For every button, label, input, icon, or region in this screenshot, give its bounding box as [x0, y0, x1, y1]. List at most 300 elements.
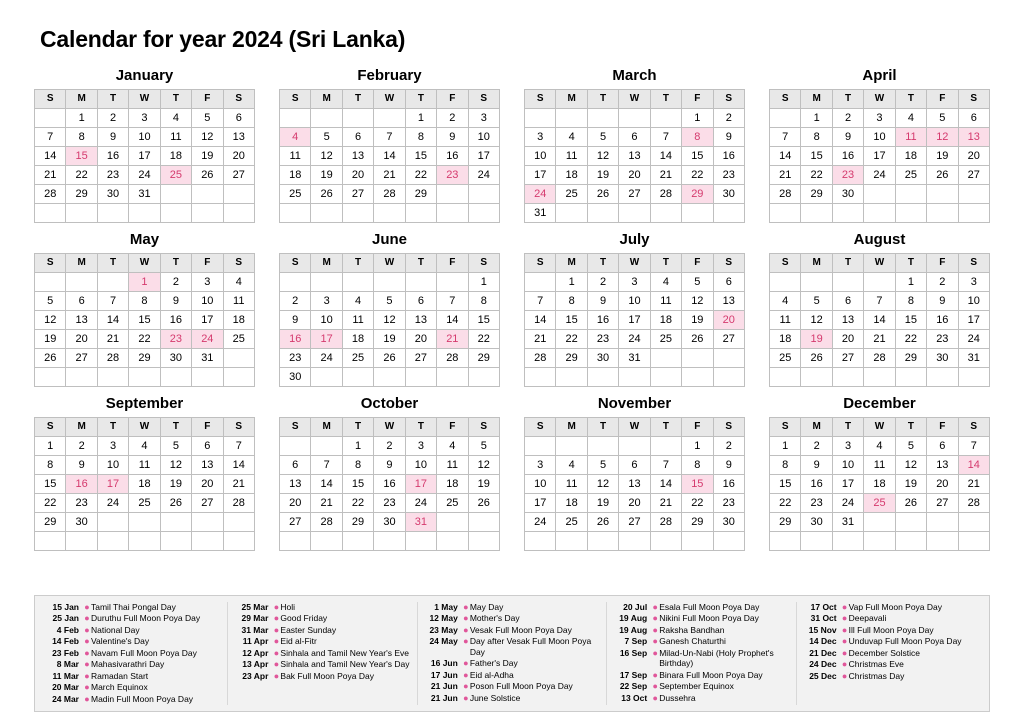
day-cell[interactable]: 11 [864, 456, 895, 475]
day-cell[interactable]: 12 [160, 456, 191, 475]
day-cell[interactable]: 25 [280, 185, 311, 204]
day-cell[interactable]: 4 [129, 437, 160, 456]
day-cell[interactable]: 5 [35, 292, 66, 311]
day-cell[interactable]: 30 [587, 349, 618, 368]
day-cell[interactable]: 27 [280, 513, 311, 532]
day-cell[interactable]: 2 [832, 109, 863, 128]
day-cell[interactable]: 14 [97, 311, 128, 330]
day-cell[interactable]: 28 [770, 185, 801, 204]
day-cell[interactable]: 19 [311, 166, 342, 185]
day-cell[interactable]: 28 [864, 349, 895, 368]
day-cell[interactable]: 19 [927, 147, 958, 166]
day-cell[interactable]: 15 [801, 147, 832, 166]
day-cell[interactable]: 15 [468, 311, 499, 330]
day-cell[interactable]: 12 [895, 456, 926, 475]
day-cell[interactable]: 17 [129, 147, 160, 166]
day-cell[interactable]: 6 [223, 109, 254, 128]
day-cell[interactable]: 3 [525, 128, 556, 147]
day-cell[interactable]: 7 [374, 128, 405, 147]
day-cell[interactable]: 25 [129, 494, 160, 513]
day-cell[interactable]: 17 [619, 311, 650, 330]
day-cell[interactable]: 23 [713, 494, 744, 513]
day-cell[interactable]: 12 [682, 292, 713, 311]
day-cell[interactable]: 20 [619, 494, 650, 513]
day-cell[interactable]: 6 [342, 128, 373, 147]
day-cell[interactable]: 23 [374, 494, 405, 513]
day-cell[interactable]: 8 [895, 292, 926, 311]
day-cell[interactable]: 21 [35, 166, 66, 185]
day-cell[interactable]: 29 [342, 513, 373, 532]
day-cell[interactable]: 18 [556, 494, 587, 513]
day-cell[interactable]: 11 [280, 147, 311, 166]
day-cell[interactable]: 17 [192, 311, 223, 330]
holiday-day-cell[interactable]: 15 [682, 475, 713, 494]
day-cell[interactable]: 7 [864, 292, 895, 311]
day-cell[interactable]: 30 [280, 368, 311, 387]
day-cell[interactable]: 19 [468, 475, 499, 494]
day-cell[interactable]: 13 [66, 311, 97, 330]
day-cell[interactable]: 10 [405, 456, 436, 475]
day-cell[interactable]: 9 [927, 292, 958, 311]
day-cell[interactable]: 25 [556, 185, 587, 204]
day-cell[interactable]: 14 [223, 456, 254, 475]
day-cell[interactable]: 20 [280, 494, 311, 513]
day-cell[interactable]: 5 [192, 109, 223, 128]
day-cell[interactable]: 4 [342, 292, 373, 311]
day-cell[interactable]: 27 [619, 185, 650, 204]
day-cell[interactable]: 12 [311, 147, 342, 166]
day-cell[interactable]: 20 [405, 330, 436, 349]
day-cell[interactable]: 10 [97, 456, 128, 475]
day-cell[interactable]: 1 [556, 273, 587, 292]
holiday-day-cell[interactable]: 23 [437, 166, 468, 185]
day-cell[interactable]: 10 [468, 128, 499, 147]
day-cell[interactable]: 4 [556, 128, 587, 147]
day-cell[interactable]: 27 [223, 166, 254, 185]
day-cell[interactable]: 3 [192, 273, 223, 292]
day-cell[interactable]: 6 [280, 456, 311, 475]
day-cell[interactable]: 26 [35, 349, 66, 368]
day-cell[interactable]: 18 [129, 475, 160, 494]
day-cell[interactable]: 13 [927, 456, 958, 475]
day-cell[interactable]: 18 [650, 311, 681, 330]
day-cell[interactable]: 17 [958, 311, 989, 330]
holiday-day-cell[interactable]: 15 [66, 147, 97, 166]
day-cell[interactable]: 7 [311, 456, 342, 475]
day-cell[interactable]: 19 [192, 147, 223, 166]
day-cell[interactable]: 2 [713, 437, 744, 456]
day-cell[interactable]: 12 [35, 311, 66, 330]
day-cell[interactable]: 16 [713, 475, 744, 494]
day-cell[interactable]: 3 [864, 109, 895, 128]
day-cell[interactable]: 9 [832, 128, 863, 147]
day-cell[interactable]: 1 [682, 109, 713, 128]
day-cell[interactable]: 1 [895, 273, 926, 292]
day-cell[interactable]: 13 [832, 311, 863, 330]
day-cell[interactable]: 27 [832, 349, 863, 368]
day-cell[interactable]: 26 [374, 349, 405, 368]
day-cell[interactable]: 31 [525, 204, 556, 223]
day-cell[interactable]: 24 [97, 494, 128, 513]
day-cell[interactable]: 8 [66, 128, 97, 147]
day-cell[interactable]: 7 [437, 292, 468, 311]
day-cell[interactable]: 20 [619, 166, 650, 185]
holiday-day-cell[interactable]: 17 [311, 330, 342, 349]
day-cell[interactable]: 31 [192, 349, 223, 368]
day-cell[interactable]: 28 [311, 513, 342, 532]
day-cell[interactable]: 23 [280, 349, 311, 368]
day-cell[interactable]: 12 [192, 128, 223, 147]
day-cell[interactable]: 26 [895, 494, 926, 513]
day-cell[interactable]: 25 [770, 349, 801, 368]
day-cell[interactable]: 30 [927, 349, 958, 368]
day-cell[interactable]: 28 [35, 185, 66, 204]
holiday-day-cell[interactable]: 29 [682, 185, 713, 204]
day-cell[interactable]: 21 [374, 166, 405, 185]
day-cell[interactable]: 2 [801, 437, 832, 456]
day-cell[interactable]: 12 [587, 147, 618, 166]
day-cell[interactable]: 23 [927, 330, 958, 349]
day-cell[interactable]: 28 [650, 513, 681, 532]
day-cell[interactable]: 5 [927, 109, 958, 128]
day-cell[interactable]: 16 [713, 147, 744, 166]
day-cell[interactable]: 8 [342, 456, 373, 475]
day-cell[interactable]: 14 [525, 311, 556, 330]
day-cell[interactable]: 28 [525, 349, 556, 368]
day-cell[interactable]: 9 [587, 292, 618, 311]
day-cell[interactable]: 17 [525, 166, 556, 185]
day-cell[interactable]: 1 [405, 109, 436, 128]
day-cell[interactable]: 12 [374, 311, 405, 330]
day-cell[interactable]: 26 [927, 166, 958, 185]
holiday-day-cell[interactable]: 14 [958, 456, 989, 475]
day-cell[interactable]: 8 [801, 128, 832, 147]
day-cell[interactable]: 29 [895, 349, 926, 368]
day-cell[interactable]: 6 [927, 437, 958, 456]
day-cell[interactable]: 22 [556, 330, 587, 349]
day-cell[interactable]: 5 [311, 128, 342, 147]
day-cell[interactable]: 29 [801, 185, 832, 204]
day-cell[interactable]: 1 [66, 109, 97, 128]
holiday-day-cell[interactable]: 20 [713, 311, 744, 330]
day-cell[interactable]: 22 [405, 166, 436, 185]
day-cell[interactable]: 11 [770, 311, 801, 330]
day-cell[interactable]: 4 [650, 273, 681, 292]
day-cell[interactable]: 10 [525, 147, 556, 166]
day-cell[interactable]: 21 [650, 494, 681, 513]
day-cell[interactable]: 7 [35, 128, 66, 147]
day-cell[interactable]: 29 [405, 185, 436, 204]
day-cell[interactable]: 20 [832, 330, 863, 349]
day-cell[interactable]: 13 [280, 475, 311, 494]
day-cell[interactable]: 24 [311, 349, 342, 368]
holiday-day-cell[interactable]: 23 [160, 330, 191, 349]
day-cell[interactable]: 16 [374, 475, 405, 494]
day-cell[interactable]: 11 [223, 292, 254, 311]
day-cell[interactable]: 10 [832, 456, 863, 475]
day-cell[interactable]: 3 [958, 273, 989, 292]
day-cell[interactable]: 2 [160, 273, 191, 292]
day-cell[interactable]: 26 [311, 185, 342, 204]
day-cell[interactable]: 8 [770, 456, 801, 475]
day-cell[interactable]: 24 [468, 166, 499, 185]
day-cell[interactable]: 13 [713, 292, 744, 311]
day-cell[interactable]: 29 [129, 349, 160, 368]
day-cell[interactable]: 2 [713, 109, 744, 128]
day-cell[interactable]: 18 [895, 147, 926, 166]
day-cell[interactable]: 21 [958, 475, 989, 494]
day-cell[interactable]: 11 [342, 311, 373, 330]
day-cell[interactable]: 22 [468, 330, 499, 349]
day-cell[interactable]: 25 [437, 494, 468, 513]
day-cell[interactable]: 30 [66, 513, 97, 532]
day-cell[interactable]: 5 [682, 273, 713, 292]
day-cell[interactable]: 19 [35, 330, 66, 349]
day-cell[interactable]: 15 [556, 311, 587, 330]
day-cell[interactable]: 29 [66, 185, 97, 204]
holiday-day-cell[interactable]: 25 [864, 494, 895, 513]
day-cell[interactable]: 7 [223, 437, 254, 456]
day-cell[interactable]: 22 [129, 330, 160, 349]
day-cell[interactable]: 15 [129, 311, 160, 330]
day-cell[interactable]: 9 [713, 128, 744, 147]
day-cell[interactable]: 11 [650, 292, 681, 311]
holiday-day-cell[interactable]: 8 [682, 128, 713, 147]
day-cell[interactable]: 22 [66, 166, 97, 185]
day-cell[interactable]: 24 [864, 166, 895, 185]
day-cell[interactable]: 12 [801, 311, 832, 330]
day-cell[interactable]: 7 [525, 292, 556, 311]
day-cell[interactable]: 24 [525, 513, 556, 532]
day-cell[interactable]: 27 [192, 494, 223, 513]
day-cell[interactable]: 14 [650, 147, 681, 166]
day-cell[interactable]: 22 [682, 166, 713, 185]
day-cell[interactable]: 5 [801, 292, 832, 311]
day-cell[interactable]: 25 [223, 330, 254, 349]
day-cell[interactable]: 23 [801, 494, 832, 513]
day-cell[interactable]: 21 [770, 166, 801, 185]
day-cell[interactable]: 29 [556, 349, 587, 368]
day-cell[interactable]: 24 [129, 166, 160, 185]
day-cell[interactable]: 28 [223, 494, 254, 513]
day-cell[interactable]: 13 [192, 456, 223, 475]
day-cell[interactable]: 18 [280, 166, 311, 185]
day-cell[interactable]: 20 [66, 330, 97, 349]
day-cell[interactable]: 9 [97, 128, 128, 147]
day-cell[interactable]: 6 [619, 128, 650, 147]
day-cell[interactable]: 16 [832, 147, 863, 166]
day-cell[interactable]: 7 [958, 437, 989, 456]
day-cell[interactable]: 29 [35, 513, 66, 532]
day-cell[interactable]: 10 [619, 292, 650, 311]
day-cell[interactable]: 1 [468, 273, 499, 292]
day-cell[interactable]: 14 [770, 147, 801, 166]
day-cell[interactable]: 30 [713, 513, 744, 532]
day-cell[interactable]: 14 [437, 311, 468, 330]
day-cell[interactable]: 21 [525, 330, 556, 349]
day-cell[interactable]: 16 [437, 147, 468, 166]
day-cell[interactable]: 10 [525, 475, 556, 494]
day-cell[interactable]: 18 [437, 475, 468, 494]
day-cell[interactable]: 9 [66, 456, 97, 475]
day-cell[interactable]: 1 [35, 437, 66, 456]
day-cell[interactable]: 12 [587, 475, 618, 494]
day-cell[interactable]: 10 [864, 128, 895, 147]
day-cell[interactable]: 19 [587, 494, 618, 513]
holiday-day-cell[interactable]: 24 [192, 330, 223, 349]
day-cell[interactable]: 2 [97, 109, 128, 128]
day-cell[interactable]: 2 [280, 292, 311, 311]
day-cell[interactable]: 10 [958, 292, 989, 311]
day-cell[interactable]: 7 [97, 292, 128, 311]
day-cell[interactable]: 4 [864, 437, 895, 456]
day-cell[interactable]: 15 [895, 311, 926, 330]
day-cell[interactable]: 28 [958, 494, 989, 513]
day-cell[interactable]: 7 [770, 128, 801, 147]
day-cell[interactable]: 19 [895, 475, 926, 494]
day-cell[interactable]: 6 [713, 273, 744, 292]
day-cell[interactable]: 18 [223, 311, 254, 330]
day-cell[interactable]: 30 [160, 349, 191, 368]
day-cell[interactable]: 17 [525, 494, 556, 513]
day-cell[interactable]: 3 [619, 273, 650, 292]
day-cell[interactable]: 22 [342, 494, 373, 513]
day-cell[interactable]: 4 [895, 109, 926, 128]
day-cell[interactable]: 26 [468, 494, 499, 513]
day-cell[interactable]: 20 [192, 475, 223, 494]
day-cell[interactable]: 28 [650, 185, 681, 204]
day-cell[interactable]: 14 [650, 475, 681, 494]
day-cell[interactable]: 5 [587, 456, 618, 475]
day-cell[interactable]: 9 [374, 456, 405, 475]
day-cell[interactable]: 5 [895, 437, 926, 456]
day-cell[interactable]: 27 [927, 494, 958, 513]
day-cell[interactable]: 10 [192, 292, 223, 311]
day-cell[interactable]: 5 [587, 128, 618, 147]
day-cell[interactable]: 24 [958, 330, 989, 349]
day-cell[interactable]: 6 [192, 437, 223, 456]
day-cell[interactable]: 3 [97, 437, 128, 456]
day-cell[interactable]: 14 [864, 311, 895, 330]
day-cell[interactable]: 9 [280, 311, 311, 330]
holiday-day-cell[interactable]: 17 [405, 475, 436, 494]
day-cell[interactable]: 19 [374, 330, 405, 349]
day-cell[interactable]: 4 [223, 273, 254, 292]
holiday-day-cell[interactable]: 11 [895, 128, 926, 147]
day-cell[interactable]: 30 [713, 185, 744, 204]
day-cell[interactable]: 26 [160, 494, 191, 513]
day-cell[interactable]: 3 [468, 109, 499, 128]
day-cell[interactable]: 8 [682, 456, 713, 475]
day-cell[interactable]: 2 [587, 273, 618, 292]
day-cell[interactable]: 23 [713, 166, 744, 185]
day-cell[interactable]: 22 [770, 494, 801, 513]
day-cell[interactable]: 7 [650, 456, 681, 475]
day-cell[interactable]: 11 [437, 456, 468, 475]
day-cell[interactable]: 13 [223, 128, 254, 147]
day-cell[interactable]: 11 [129, 456, 160, 475]
day-cell[interactable]: 19 [587, 166, 618, 185]
day-cell[interactable]: 22 [35, 494, 66, 513]
day-cell[interactable]: 23 [587, 330, 618, 349]
day-cell[interactable]: 4 [556, 456, 587, 475]
day-cell[interactable]: 28 [97, 349, 128, 368]
day-cell[interactable]: 18 [864, 475, 895, 494]
day-cell[interactable]: 4 [770, 292, 801, 311]
day-cell[interactable]: 9 [437, 128, 468, 147]
day-cell[interactable]: 22 [895, 330, 926, 349]
day-cell[interactable]: 12 [468, 456, 499, 475]
day-cell[interactable]: 1 [682, 437, 713, 456]
day-cell[interactable]: 8 [35, 456, 66, 475]
day-cell[interactable]: 11 [556, 147, 587, 166]
holiday-day-cell[interactable]: 1 [129, 273, 160, 292]
day-cell[interactable]: 20 [223, 147, 254, 166]
day-cell[interactable]: 5 [374, 292, 405, 311]
day-cell[interactable]: 2 [927, 273, 958, 292]
day-cell[interactable]: 25 [556, 513, 587, 532]
day-cell[interactable]: 6 [619, 456, 650, 475]
holiday-day-cell[interactable]: 19 [801, 330, 832, 349]
day-cell[interactable]: 3 [525, 456, 556, 475]
day-cell[interactable]: 31 [129, 185, 160, 204]
day-cell[interactable]: 21 [311, 494, 342, 513]
day-cell[interactable]: 25 [895, 166, 926, 185]
day-cell[interactable]: 28 [437, 349, 468, 368]
day-cell[interactable]: 9 [160, 292, 191, 311]
day-cell[interactable]: 23 [97, 166, 128, 185]
day-cell[interactable]: 20 [342, 166, 373, 185]
day-cell[interactable]: 13 [619, 147, 650, 166]
day-cell[interactable]: 30 [801, 513, 832, 532]
day-cell[interactable]: 20 [958, 147, 989, 166]
day-cell[interactable]: 8 [468, 292, 499, 311]
holiday-day-cell[interactable]: 4 [280, 128, 311, 147]
day-cell[interactable]: 21 [97, 330, 128, 349]
day-cell[interactable]: 4 [437, 437, 468, 456]
holiday-day-cell[interactable]: 25 [160, 166, 191, 185]
day-cell[interactable]: 3 [311, 292, 342, 311]
day-cell[interactable]: 15 [35, 475, 66, 494]
day-cell[interactable]: 26 [587, 513, 618, 532]
day-cell[interactable]: 17 [864, 147, 895, 166]
day-cell[interactable]: 18 [160, 147, 191, 166]
day-cell[interactable]: 27 [958, 166, 989, 185]
day-cell[interactable]: 17 [832, 475, 863, 494]
day-cell[interactable]: 14 [311, 475, 342, 494]
day-cell[interactable]: 26 [801, 349, 832, 368]
day-cell[interactable]: 6 [405, 292, 436, 311]
day-cell[interactable]: 19 [682, 311, 713, 330]
day-cell[interactable]: 10 [311, 311, 342, 330]
day-cell[interactable]: 3 [129, 109, 160, 128]
holiday-day-cell[interactable]: 12 [927, 128, 958, 147]
day-cell[interactable]: 27 [66, 349, 97, 368]
day-cell[interactable]: 6 [832, 292, 863, 311]
day-cell[interactable]: 9 [801, 456, 832, 475]
day-cell[interactable]: 21 [864, 330, 895, 349]
day-cell[interactable]: 22 [682, 494, 713, 513]
day-cell[interactable]: 29 [682, 513, 713, 532]
day-cell[interactable]: 16 [587, 311, 618, 330]
day-cell[interactable]: 8 [129, 292, 160, 311]
day-cell[interactable]: 31 [958, 349, 989, 368]
day-cell[interactable]: 8 [556, 292, 587, 311]
day-cell[interactable]: 16 [927, 311, 958, 330]
holiday-day-cell[interactable]: 17 [97, 475, 128, 494]
day-cell[interactable]: 1 [342, 437, 373, 456]
day-cell[interactable]: 11 [556, 475, 587, 494]
